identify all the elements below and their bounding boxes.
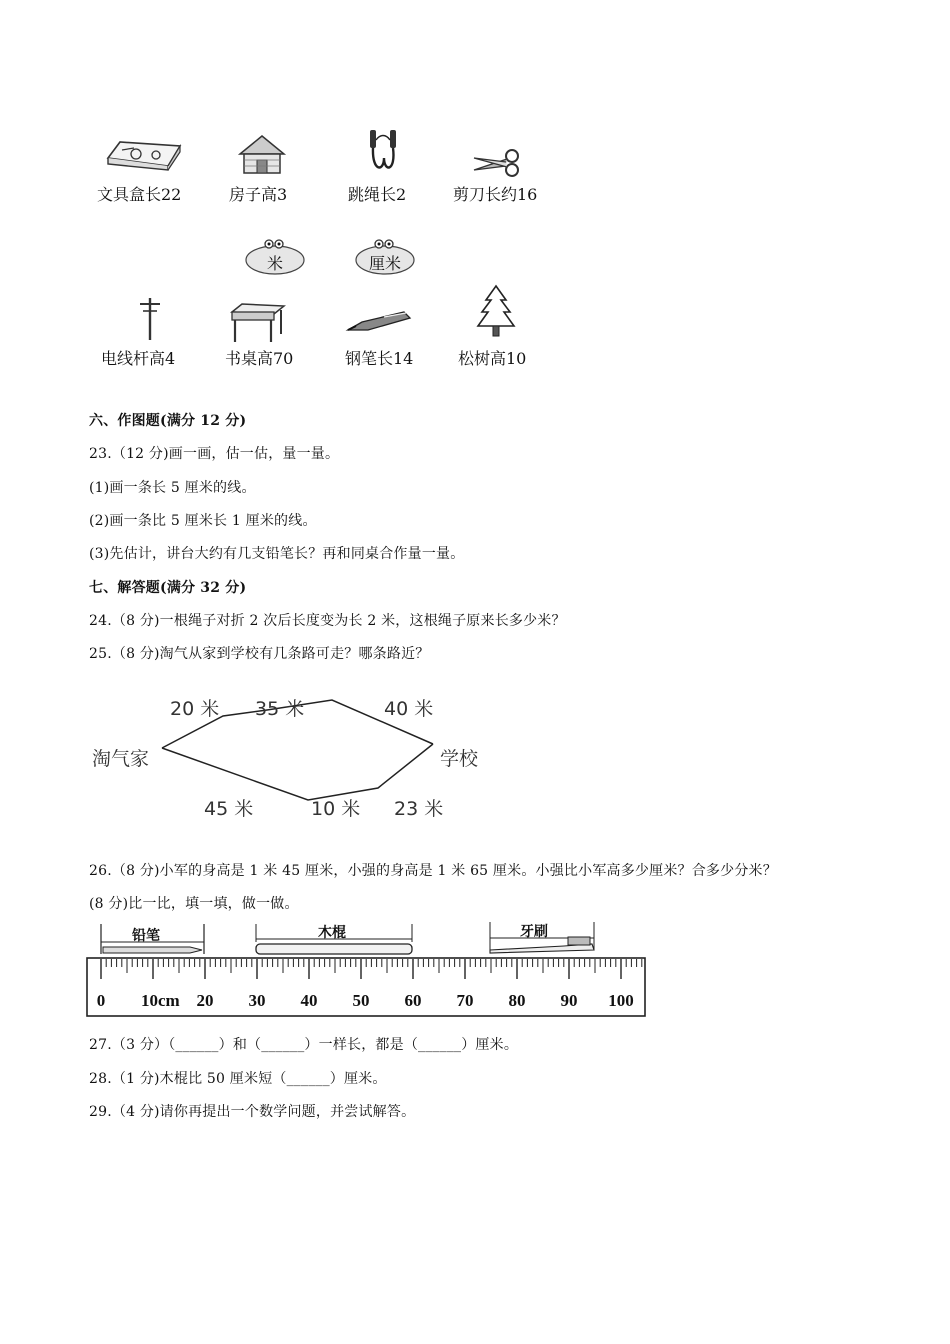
ruler-tick-label: 80 xyxy=(508,991,526,1010)
pine-tree-icon xyxy=(476,284,516,338)
ruler-pencil-label: 铅笔 xyxy=(132,928,160,944)
unit-meter-label: 米 xyxy=(266,254,283,273)
item-label: 房子高3 xyxy=(229,185,288,204)
utility-pole-icon xyxy=(136,296,164,342)
scissors-icon xyxy=(472,146,524,180)
item-label: 跳绳长2 xyxy=(348,185,407,204)
ruler-stick-label: 木棍 xyxy=(318,925,346,941)
map-home-label: 淘气家 xyxy=(92,748,150,770)
section-heading: 六、作图题(满分 12 分) xyxy=(89,413,247,429)
jump-rope-icon xyxy=(364,128,404,176)
question-text: (1)画一条长 5 厘米的线。 xyxy=(89,480,256,496)
ruler-tick-label: 100 xyxy=(608,991,634,1010)
pencil-icon xyxy=(103,947,202,953)
unit-centimeter-stone xyxy=(354,238,416,276)
ruler-tick-label: 0 xyxy=(96,991,106,1010)
pen-icon xyxy=(344,308,412,334)
question-text: (2)画一条比 5 厘米长 1 厘米的线。 xyxy=(89,513,317,529)
question-text: 29.（4 分)请你再提出一个数学问题，并尝试解答。 xyxy=(89,1104,416,1120)
unit-meter-stone xyxy=(244,238,306,276)
ruler-tick-label: 90 xyxy=(560,991,578,1010)
item-label: 电线杆高4 xyxy=(101,349,176,368)
ruler-figure xyxy=(86,920,648,1018)
question-text: 24.（8 分)一根绳子对折 2 次后长度变为长 2 米，这根绳子原来长多少米？ xyxy=(89,613,566,629)
question-text: 26.（8 分)小军的身高是 1 米 45 厘米，小强的身高是 1 米 65 厘米。小强比小军高多少厘米？合多少分米？ xyxy=(89,863,777,879)
map-school-label: 学校 xyxy=(440,748,479,770)
map-distance-label: 23 米 xyxy=(394,798,444,820)
question-text: (8 分)比一比，填一填，做一做。 xyxy=(89,896,299,912)
ruler-tick-label: 70 xyxy=(456,991,474,1010)
section-heading: 七、解答题(满分 32 分) xyxy=(89,580,247,596)
pencil-box-icon xyxy=(104,136,184,172)
ruler-tick-label: 40 xyxy=(300,991,318,1010)
item-label: 文具盒长22 xyxy=(97,185,182,204)
item-label: 书桌高70 xyxy=(225,349,294,368)
question-text: (3)先估计，讲台大约有几支铅笔长？再和同桌合作量一量。 xyxy=(89,546,465,562)
item-label: 剪刀长约16 xyxy=(453,185,538,204)
ruler-tick-label: 10cm xyxy=(141,991,180,1010)
ruler-tick-label: 20 xyxy=(196,991,214,1010)
route-lower xyxy=(162,744,433,800)
item-label: 钢笔长14 xyxy=(345,349,414,368)
map-distance-label: 10 米 xyxy=(311,798,361,820)
ruler-tick-label: 50 xyxy=(352,991,370,1010)
house-icon xyxy=(236,132,288,176)
stick-icon xyxy=(256,944,412,954)
desk-icon xyxy=(228,302,286,344)
ruler-tick-label: 30 xyxy=(248,991,266,1010)
ruler-toothbrush-label: 牙刷 xyxy=(520,924,548,940)
map-distance-label: 20 米 xyxy=(170,698,220,720)
question-text: 28.（1 分)木棍比 50 厘米短（______）厘米。 xyxy=(89,1071,387,1087)
question-text: 25.（8 分)淘气从家到学校有几条路可走？哪条路近？ xyxy=(89,646,430,662)
question-text: 27.（3 分）（______）和（______）一样长，都是（______）厘米。 xyxy=(89,1037,519,1053)
unit-centimeter-label: 厘米 xyxy=(368,254,401,273)
item-label: 松树高10 xyxy=(458,349,527,368)
map-distance-label: 35 米 xyxy=(255,698,305,720)
map-distance-label: 45 米 xyxy=(204,798,254,820)
ruler-tick-label: 60 xyxy=(404,991,422,1010)
question-text: 23.（12 分)画一画，估一估，量一量。 xyxy=(89,446,340,462)
map-distance-label: 40 米 xyxy=(384,698,434,720)
